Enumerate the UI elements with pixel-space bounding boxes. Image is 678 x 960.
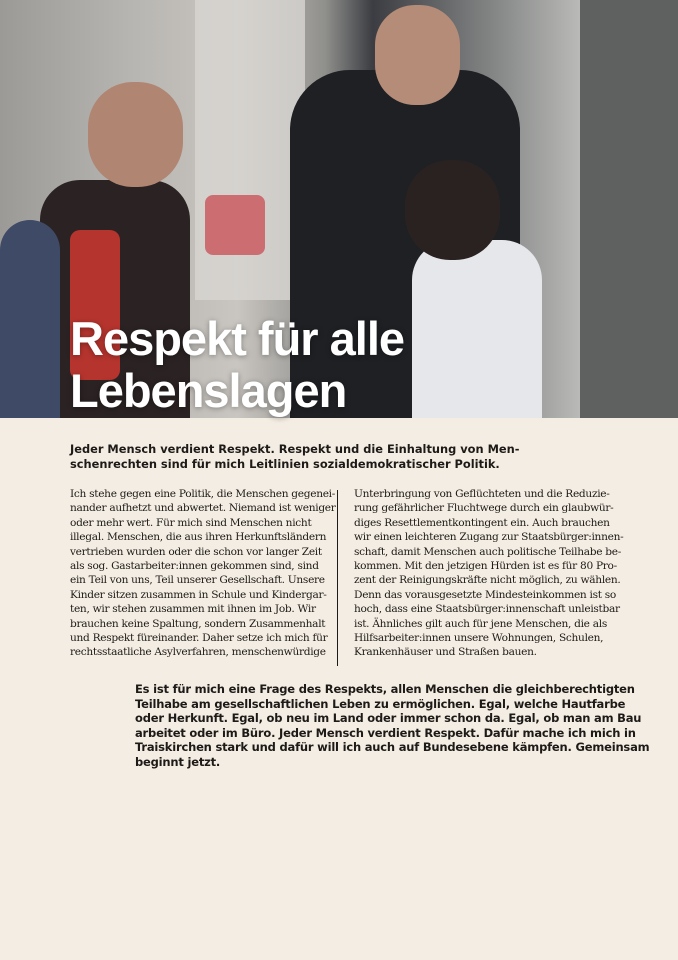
body-line: ein Teil von uns, Teil unserer Gesellschaft. Unsere [70, 574, 325, 587]
body-line: zent der Reinigungskräfte nicht möglich, zu wählen. [354, 574, 621, 587]
body-line: Denn das vorausgesetzte Mindesteinkommen ist so [354, 588, 616, 601]
body-line: illegal. Menschen, die aus ihren Herkunftsländern [70, 531, 327, 544]
lead-paragraph [70, 442, 520, 472]
photo-boy-right-head [405, 160, 500, 260]
body-line: und Respekt füreinander. Daher setze ich mich für [70, 632, 328, 645]
quote-line: Teilhabe am gesellschaftlichen Leben zu ermöglichen. Egal, welche Hautfarbe [135, 696, 626, 711]
photo-window [195, 0, 305, 300]
body-line: rechtsstaatliche Asylverfahren, menschenwürdige [70, 646, 326, 659]
body-line: vertrieben wurden oder die schon vor langer Zeit [70, 545, 322, 558]
body-line: ist. Ähnliches gilt auch für jene Menschen, die als [354, 617, 607, 630]
lead-line: Jeder Mensch verdient Respekt. Respekt und die Einhaltung von Men- [70, 442, 520, 456]
lead-line: schenrechten sind für mich Leitlinien sozialdemokratischer Politik. [70, 457, 500, 471]
quote-line: beginnt jetzt. [135, 754, 221, 769]
body-column-right [354, 487, 623, 660]
title-line: Lebenslagen [70, 364, 347, 418]
closing-statement [135, 682, 649, 770]
body-column-left [70, 487, 336, 660]
photo-child-small [0, 220, 60, 418]
body-line: oder mehr wert. Für mich sind Menschen nicht [70, 516, 312, 529]
body-line: Unterbringung von Geflüchteten und die Reduzie- [354, 488, 610, 500]
photo-board [580, 0, 678, 418]
photo-boy-left-head [88, 82, 183, 187]
quote-line: arbeitet oder im Büro. Jeder Mensch verdient Respekt. Dafür mache ich mich in [135, 725, 636, 740]
body-line: schaft, damit Menschen auch politische Teilhabe be- [354, 545, 622, 558]
photo-man-head [375, 5, 460, 105]
body-line: diges Resettlementkontingent ein. Auch brauchen [354, 516, 610, 529]
body-line: Krankenhäuser und Straßen bauen. [354, 646, 537, 659]
body-line: als sog. Gastarbeiter:innen gekommen sind, sind [70, 560, 319, 573]
body-line: Hilfsarbeiter:innen unsere Wohnungen, Schulen, [354, 632, 604, 645]
column-divider [337, 490, 338, 666]
photo-boy-right [412, 240, 542, 418]
quote-line: Traiskirchen stark und dafür will ich auch auf Bundesebene kämpfen. Gemeinsam [135, 740, 650, 755]
body-line: nander aufhetzt und abwertet. Niemand ist weniger [70, 502, 336, 515]
title-line: Respekt für alle [70, 312, 405, 366]
body-line: wir einen leichteren Zugang zur Staatsbürger:innen- [354, 531, 624, 544]
body-line: Kinder sitzen zusammen in Schule und Kindergar- [70, 588, 327, 601]
quote-line: oder Herkunft. Egal, ob neu im Land oder immer schon da. Egal, ob man am Bau [135, 711, 642, 726]
body-line: brauchen keine Spaltung, sondern Zusammenhalt [70, 617, 326, 630]
page-title [70, 313, 404, 417]
body-line: kommen. Mit den jetzigen Hürden ist es für 80 Pro- [354, 560, 617, 573]
photo-chair [205, 195, 265, 255]
body-line: Ich stehe gegen eine Politik, die Menschen gegenei- [70, 488, 336, 500]
body-line: rung gefährlicher Fluchtwege durch ein glaubwür- [354, 502, 614, 515]
body-line: ten, wir stehen zusammen mit ihnen im Job. Wir [70, 603, 316, 616]
body-line: hoch, dass eine Staatsbürger:innenschaft unleistbar [354, 603, 620, 616]
quote-line: Es ist für mich eine Frage des Respekts, allen Menschen die gleichberechtigten [135, 682, 635, 696]
